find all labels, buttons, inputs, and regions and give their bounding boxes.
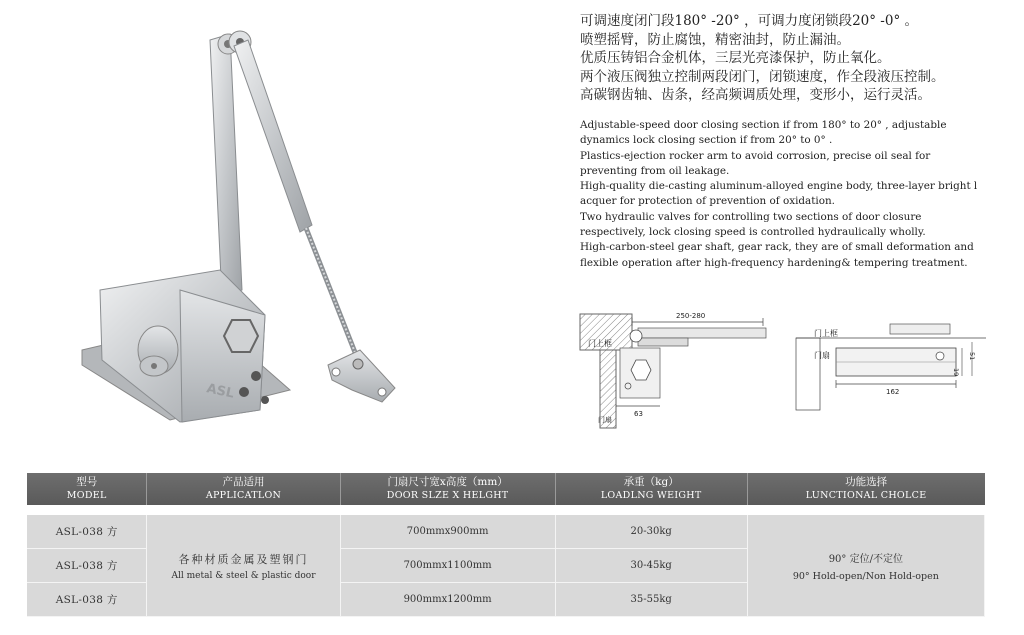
weight-cell: 20-30kg — [555, 515, 747, 549]
size-cell: 900mmx1200mm — [340, 583, 555, 617]
feature-en-paragraph: Adjustable-speed door closing section if from 180° to 20° , adjustable dynamics lock closing section if from 20° to 0° . — [580, 119, 947, 147]
weight-cell: 30-45kg — [555, 549, 747, 583]
size-cell: 700mmx1100mm — [340, 549, 555, 583]
header-function: 功能选择 LUNCTIONAL CHOLCE — [747, 473, 984, 505]
feature-cn-line: 高碳钢齿轴、齿条，经高频调质处理，变形小，运行灵活。 — [580, 87, 931, 103]
size-cell: 700mmx900mm — [340, 515, 555, 549]
model-cell: ASL-038 方 — [27, 549, 147, 583]
feature-cn-line: 优质压铸铝合金机体，三层光亮漆保护，防止氧化。 — [580, 50, 891, 66]
header-loading-weight: 承重（kg） LOADLNG WEIGHT — [555, 473, 747, 505]
dimension-label: 19 — [952, 368, 960, 377]
features-english — [580, 118, 980, 271]
table-header-row — [27, 473, 985, 505]
table-row — [27, 515, 985, 549]
application-cell: 各种材质金属及塑钢门 All metal & steel & plastic door — [147, 515, 340, 617]
feature-cn-line: 两个液压阀独立控制两段闭门，闭锁速度，作全段液压控制。 — [580, 68, 945, 85]
feature-en-paragraph: Plastics-ejection rocker arm to avoid corrosion, precise oil seal for preventing from oil leakage. — [580, 149, 931, 177]
installation-diagram-left — [578, 300, 778, 430]
header-application: 产品适用 APPLICATLON — [147, 473, 340, 505]
feature-cn-line: 可调速度闭门段180° -20° ，可调力度闭锁段20° -0° 。 — [580, 13, 919, 29]
feature-en-paragraph: Two hydraulic valves for controlling two sections of door closure respectively, lock closing speed is controlled hydraulically wholly. — [580, 210, 926, 239]
specification-table — [27, 473, 985, 617]
header-model: 型号 MODEL — [27, 473, 147, 505]
dimension-label: 51 — [968, 352, 976, 361]
installation-diagram-right — [790, 318, 990, 418]
brand-mark: ASL — [205, 381, 236, 402]
weight-cell: 35-55kg — [555, 583, 747, 617]
feature-en-paragraph: High-quality die-casting aluminum-alloyed engine body, three-layer bright l acquer for protection of prevention of oxidation. — [580, 180, 978, 208]
dimension-label: 250-280 — [676, 312, 706, 320]
feature-en-paragraph: High-carbon-steel gear shaft, gear rack, they are of small deformation and flexible operation after high-frequency hardening& tempering treatment. — [580, 241, 974, 269]
frame-label: 门上框 — [588, 339, 612, 348]
door-label: 门扇 — [814, 351, 830, 360]
features-chinese — [580, 12, 1000, 105]
model-cell: ASL-038 方 — [27, 583, 147, 617]
door-closer-illustration — [60, 20, 420, 440]
dimension-label: 63 — [634, 410, 643, 418]
function-cell: 90° 定位/不定位 90° Hold-open/Non Hold-open — [747, 515, 984, 617]
model-cell: ASL-038 方 — [27, 515, 147, 549]
feature-cn-line: 喷塑摇臂，防止腐蚀，精密油封，防止漏油。 — [580, 31, 850, 48]
frame-label: 门上框 — [814, 329, 838, 338]
header-door-size: 门扇尺寸宽x高度（mm） DOOR SLZE X HELGHT — [340, 473, 555, 505]
dimension-label: 162 — [886, 388, 900, 396]
door-label: 门扇 — [598, 416, 612, 424]
